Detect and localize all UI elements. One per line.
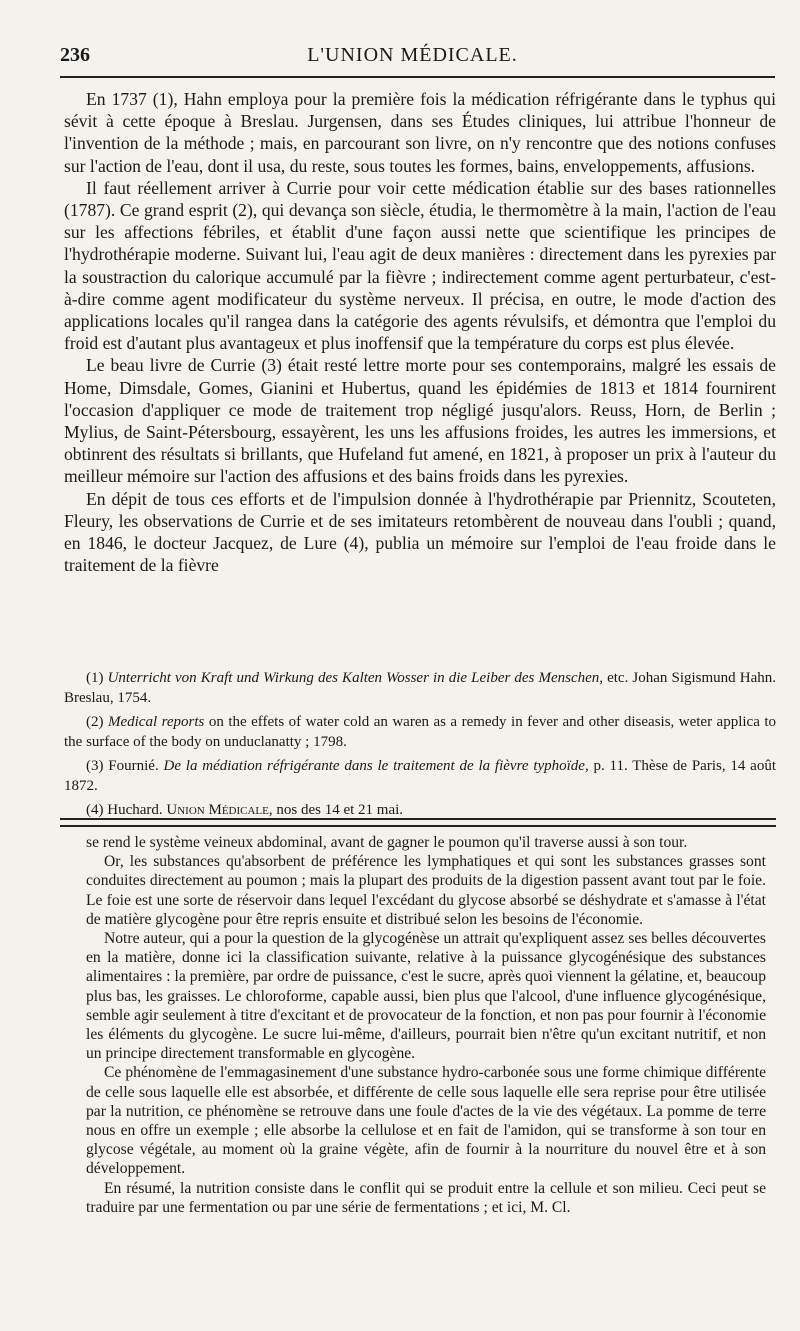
article-paragraph: se rend le système veineux abdominal, avant de gagner le poumon qu'il traverse aussi à son tour.: [86, 834, 688, 851]
footnote-author: Fournié.: [108, 758, 164, 774]
footnote-number: (3): [86, 758, 104, 774]
footnote-text: , nos des 14 et 21 mai.: [268, 802, 404, 818]
article-paragraph: Ce phénomène de l'emmagasinement d'une substance hydro-carbonée sous une forme chimique différente de celle sous laquelle elle est absorbée, et différente de celle sous laquelle elle sera reprise pour être utilisée par la nutrition, ce phénomène se retrouve dans une foule d'actes de la vie des végétaux. La pomme de terre nous en offre un exemple ; elle absorbe la cellulose et en fait de l'amidon, qui se transforme à son tour en glycose végétale, au moment où la graine végète, afin de fournir à la nourriture du nouvel être et à son développement.: [86, 1064, 766, 1178]
main-article: [64, 88, 776, 576]
footnote-text: etc. Johan Sigismund Hahn. Breslau, 1754.: [64, 670, 777, 706]
header-rule: [60, 76, 775, 78]
footnote: [64, 800, 776, 820]
footnote-text: p. 11. Thèse de Paris, 14 août 1872.: [64, 758, 776, 794]
footnote: [64, 668, 776, 708]
main-paragraph: Il faut réellement arriver à Currie pour voir cette médication établie sur des bases rationnelles (1787). Ce grand esprit (2), qui devança son siècle, étudia, le thermomètre à la main, l'action de l'eau sur les affections fébriles, et établit d'une façon aussi nette que scientifique les principes de l'hydrothérapie moderne. Suivant lui, l'eau agit de deux manières : directement dans les pyrexies par la soustraction du calorique accumulé par la fièvre ; indirectement comme agent perturbateur, c'est-à-dire comme agent modificateur du système nerveux. Il précisa, en outre, le mode d'action des applications locales qu'il rangea dans la catégorie des agents révulsifs, et démontra que l'emploi du froid est d'autant plus avantageux et plus inoffensif que la température du corps est plus élevée.: [64, 177, 776, 354]
section-divider: [60, 818, 776, 827]
footnote: [64, 756, 776, 796]
footnote-title: De la médiation réfrigérante dans le traitement de la fièvre typhoïde,: [163, 758, 589, 774]
page-number: 236: [60, 44, 90, 66]
article-paragraph: En résumé, la nutrition consiste dans le conflit qui se produit entre la cellule et son milieu. Ceci peut se traduire par une fermentation ou par une série de fermentations ; et ici, M. Cl.: [86, 1179, 766, 1216]
page-header: [60, 40, 765, 76]
main-paragraph: En dépit de tous ces efforts et de l'impulsion donnée à l'hydrothérapie par Priennitz, Scouteten, Fleury, les observations de Currie et de ses imitateurs retombèrent de nouveau dans l'oubli ; quand, en 1846, le docteur Jacquez, de Lure (4), publia un mémoire sur l'emploi de l'eau froide dans le traitement de la fièvre: [64, 488, 776, 576]
footnotes: [64, 668, 776, 824]
footnote-title: Unterricht von Kraft und Wirkung des Kalten Wosser in die Leiber des Menschen,: [107, 670, 604, 686]
footnote-journal: Union Médicale: [166, 802, 269, 818]
main-paragraph: Le beau livre de Currie (3) était resté lettre morte pour ses contemporains, malgré les essais de Home, Dimsdale, Gomes, Gianini et Hubertus, quand les épidémies de 1813 et 1814 fournirent l'occasion d'appliquer ce mode de traitement trop négligé jusqu'alors. Reuss, Horn, de Berlin ; Mylius, de Saint-Pétersbourg, essayèrent, les uns les affusions froides, les autres les immersions, et obtinrent des résultats si brillants, que Hufeland fut amené, en 1821, à proposer un prix à l'auteur du meilleur mémoire sur l'action des affusions et des bains froids dans les pyrexies.: [64, 355, 776, 487]
footnote-number: (2): [86, 714, 104, 730]
footnote-title: Medical reports: [107, 714, 205, 730]
running-title: L'UNION MÉDICALE.: [307, 44, 518, 66]
footnote-number: (4): [86, 802, 104, 818]
article-paragraph: Or, les substances qu'absorbent de préférence les lymphatiques et qui sont les substances grasses sont conduites directement au poumon ; mais la plupart des produits de la digestion passent avant tout par le foie. Le foie est une sorte de réservoir dans lequel l'excédant du glycose absorbé se déshydrate et s'amasse à l'état de matière glycogène pour être repris ensuite et distribué selon les besoins de l'économie.: [86, 853, 766, 928]
footnote-text: on the effets of water cold an waren as a remedy in fever and other diseasis, weter applica to the surface of the body on unduclanatty ; 1798.: [64, 714, 777, 750]
footnote-number: (1): [86, 670, 104, 686]
footnote-author: Huchard.: [107, 802, 167, 818]
main-paragraph: En 1737 (1), Hahn employa pour la première fois la médication réfrigérante dans le typhus qui sévit à cette époque à Breslau. Jurgensen, dans ses Études cliniques, lui attribue l'honneur de l'invention de la méthode ; mais, en parcourant son livre, on n'y rencontre que des notions confuses sur l'action de l'eau, dont il usa, du reste, sous toutes les formes, bains, enveloppements, affusions.: [64, 89, 776, 176]
article-paragraph: Notre auteur, qui a pour la question de la glycogénèse un attrait qu'expliquent assez ses belles découvertes en la matière, donne ici la classification suivante, relative à la puissance glycogénésique des substances alimentaires : la première, par ordre de puissance, c'est le sucre, après quoi viennent la gélatine, et, beaucoup plus bas, les graisses. Le chloroforme, capable aussi, bien plus que l'alcool, d'une influence glycogénésique, semble agir seulement à titre d'excitant et de provocateur de la fonction, et non pas pour fournir à l'économie les éléments du glycogène. Le sucre lui-même, d'ailleurs, pourrait bien n'être qu'un excitant nutritif, et non un principe directement transformable en glycogène.: [86, 930, 766, 1063]
footnote: [64, 712, 776, 752]
second-article: [86, 833, 766, 1217]
